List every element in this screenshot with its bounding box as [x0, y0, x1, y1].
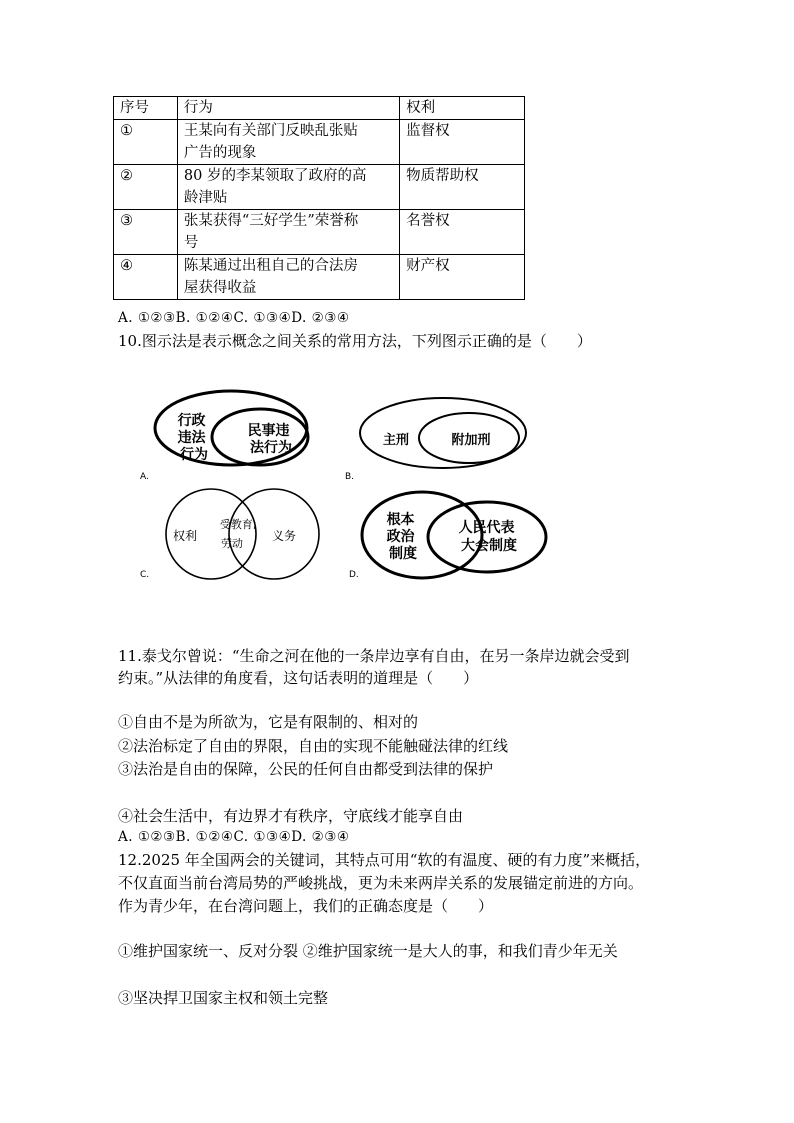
diagram-b-outer-label: 主刑 — [382, 433, 410, 448]
row-number: ④ — [114, 255, 178, 300]
table-row — [114, 120, 525, 165]
row-right: 物质帮助权 — [400, 165, 525, 210]
row-number: ① — [114, 120, 178, 165]
q12-stem-line: 作为青少年，在台湾问题上，我们的正确态度是（ ） — [118, 897, 494, 915]
row-action: 张某获得“三好学生”荣誉称 号 — [177, 210, 399, 255]
q11-item: ③法治是自由的保障，公民的任何自由都受到法律的保护 — [118, 760, 494, 778]
q12-item: ①维护国家统一、反对分裂 ②维护国家统一是大人的事，和我们青少年无关 — [118, 942, 618, 960]
header-cell: 权利 — [400, 97, 525, 120]
diagram-c-right-label: 义务 — [271, 529, 297, 543]
diagram-d-outer-label: 根本 政治 制度 — [386, 512, 417, 562]
diagram-d-inner-ellipse — [428, 502, 546, 572]
row-action: 王某向有关部门反映乱张贴 广告的现象 — [177, 120, 399, 165]
diagram-d-tag: D. — [349, 570, 359, 580]
diagram-b-inner-label: 附加刑 — [451, 433, 491, 448]
row-right: 财产权 — [400, 255, 525, 300]
table-row — [114, 255, 525, 300]
row-action: 陈某通过出租自己的合法房 屋获得收益 — [177, 255, 399, 300]
diagram-a-outer-label: 行政 违法 行为 — [177, 413, 208, 463]
row-number: ③ — [114, 210, 178, 255]
q11-options: A. ①②③B. ①②④C. ①③④D. ②③④ — [118, 829, 350, 845]
concept-diagrams — [130, 385, 560, 590]
rights-table — [113, 96, 525, 300]
table-row — [114, 210, 525, 255]
q11-item: ①自由不是为所欲为，它是有限制的、相对的 — [118, 713, 419, 731]
row-number: ② — [114, 165, 178, 210]
header-cell: 序号 — [114, 97, 178, 120]
diagram-d — [349, 492, 546, 580]
q11-item: ②法治标定了自由的界限，自由的实现不能触碰法律的红线 — [118, 737, 509, 755]
row-action: 80 岁的李某领取了政府的高 龄津贴 — [177, 165, 399, 210]
table-row — [114, 165, 525, 210]
diagram-c-tag: C. — [140, 570, 150, 580]
header-cell: 行为 — [177, 97, 399, 120]
diagram-c — [140, 489, 319, 580]
row-right: 名誉权 — [400, 210, 525, 255]
diagram-a-inner-label: 民事违 法行为 — [247, 423, 292, 456]
q10-stem: 10.图示法是表示概念之间关系的常用方法，下列图示正确的是（ ） — [118, 332, 592, 350]
diagram-b-tag: B. — [345, 472, 355, 482]
q12-stem-line: 12.2025 年全国两会的关键词，其特点可用“软的有温度、硬的有力度”来概括， — [118, 851, 651, 869]
diagram-a-tag: A. — [140, 472, 149, 482]
diagram-b — [345, 398, 526, 482]
q11-stem-line: 11.泰戈尔曾说：“生命之河在他的一条岸边享有自由，在另一条岸边就会受到 — [118, 647, 630, 665]
row-right: 监督权 — [400, 120, 525, 165]
q12-item: ③坚决捍卫国家主权和领土完整 — [118, 989, 329, 1007]
diagram-c-left-label: 权利 — [172, 529, 198, 543]
q11-item: ④社会生活中，有边界才有秩序，守底线才能享自由 — [118, 807, 464, 825]
diagram-c-middle-label: 受教育; 劳动 — [219, 518, 257, 550]
q9-options: A. ①②③B. ①②④C. ①③④D. ②③④ — [118, 310, 350, 326]
q12-stem-line: 不仅直面当前台湾局势的严峻挑战，更为未来两岸关系的发展锚定前进的方向。 — [118, 874, 644, 892]
q11-stem-line: 约束。”从法律的角度看，这句话表明的道理是（ ） — [118, 669, 479, 687]
diagram-d-inner-label: 人民代表 大会制度 — [458, 520, 517, 554]
table-header-row — [114, 97, 525, 120]
diagram-a — [140, 391, 308, 482]
